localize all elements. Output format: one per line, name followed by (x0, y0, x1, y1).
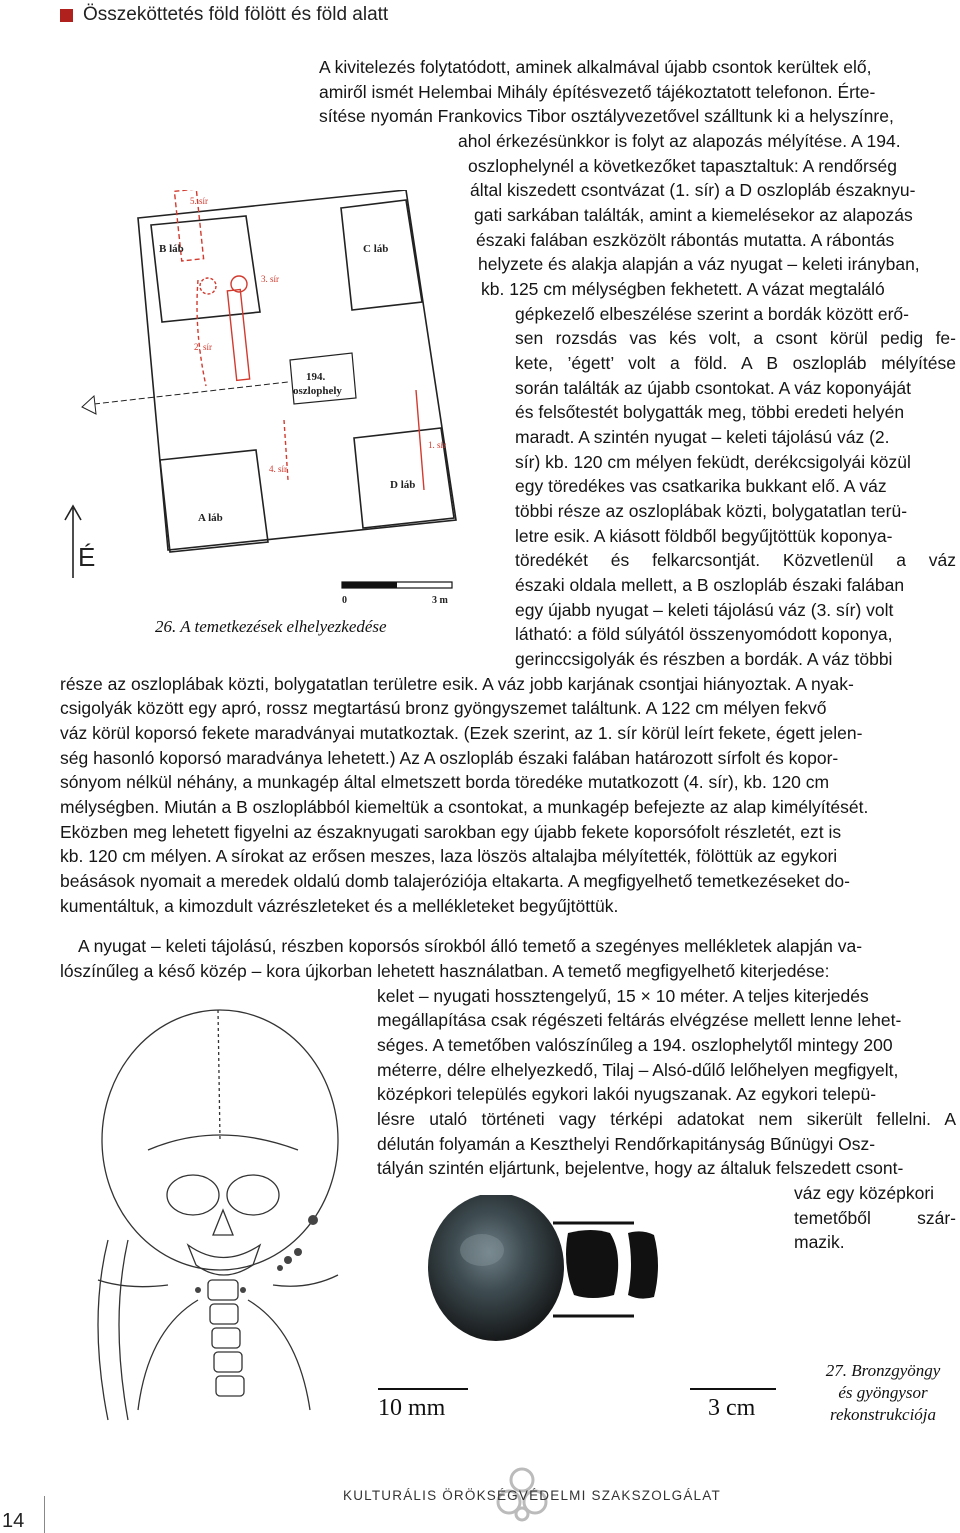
site-plan-figure (56, 190, 476, 620)
text-line: kumentáltuk, a kimozdult vázrészleteket és a mellékleteket begyűjtöttük. (60, 896, 619, 916)
text-line: látható: a föld súlyától összenyomódott koponya, (515, 624, 893, 644)
scale-label-cm: 3 cm (708, 1395, 756, 1421)
text-line: helyzete és alakja alapján a váz nyugat – keleti irányban, (478, 254, 920, 274)
vertebra (212, 1328, 240, 1348)
label-d-lab: D láb (390, 479, 416, 491)
label-b-lab: B láb (159, 243, 184, 255)
text-line: lószínűleg a késő közép – kora újkorban lehetett használatban. A temető megfigyelhető kiterjedése: (60, 961, 830, 981)
running-header (60, 2, 388, 28)
label-grave-2: 2. sír (194, 342, 212, 352)
footer-organization: KULTURÁLIS ÖRÖKSÉGVÉDELMI SZAKSZOLGÁLAT (343, 1488, 721, 1503)
vertebra (216, 1376, 244, 1396)
grave-3-skull (200, 278, 216, 294)
header-marker (60, 9, 73, 22)
caption-line: és gyöngysor (838, 1383, 928, 1402)
text-line: letre esik. A kiásott földből begyűjtöttük koponya- (515, 526, 893, 546)
bead-photo (428, 1195, 564, 1341)
text-line: északi oldala mellett, a B oszlopláb északi falában (515, 575, 905, 595)
text-line: töredékét és felkarcsontját. Közvetlenül a váz (515, 550, 956, 570)
label-post: oszlophely (293, 385, 342, 397)
scale-label-mm: 10 mm (378, 1395, 446, 1421)
label-grave-1: 1. sír (428, 440, 446, 450)
text-line: sír) kb. 120 cm mélyen feküdt, derékcsigolyái közül (515, 452, 911, 472)
text-line: váz egy középkori (794, 1183, 935, 1203)
text-line: maradt. A szintén nyugat – keleti tájolású váz (2. (515, 427, 890, 447)
text-line: része az oszloplábak közti, bolygatatlan területre esik. A váz jobb karjának csontjai hiányoztak. A nyak- (60, 674, 854, 694)
bead-figure (370, 1195, 790, 1425)
text-line: ahol érkezésünkkor is folyt az alapozás mélyítése. A 194. (458, 131, 901, 151)
humerus-left-inner (119, 1240, 128, 1420)
label-c-lab: C láb (363, 243, 389, 255)
figure-26-caption: 26. A temetkezések elhelyezkedése (155, 617, 387, 636)
text-line: gati sarkában találták, amint a kiemelésekor az alapozás (474, 205, 913, 225)
text-line: kb. 120 cm mélyen. A sírokat az erősen meszes, laza löszös altalajba mélyítették, fölöttük az egykori (60, 846, 838, 866)
text-line: oszlophelynél a következőket tapasztaltuk: A rendőrség (468, 156, 898, 176)
skeleton-drawing (48, 990, 368, 1430)
figure-27-caption (808, 1360, 958, 1426)
eye-socket-left (167, 1175, 219, 1215)
label-post-number: 194. (306, 371, 326, 383)
text-line: séges. A temetőben valószínűleg a 194. oszlophelytől mintegy 200 (377, 1035, 893, 1055)
clavicle (98, 1280, 168, 1287)
text-line: és felsőtestét bolygatták meg, többi eredeti helyén (515, 402, 905, 422)
label-grave-4: 4. sír (269, 464, 287, 474)
nasal-cavity (213, 1210, 233, 1235)
text-line: északi falában eszközölt rábontás mutatta. A rábontás (476, 230, 895, 250)
foundation-a (160, 450, 268, 552)
caption-line: 27. Bronzgyöngy (825, 1361, 941, 1380)
text-line: csigolyák között egy apró, rossz megtartású bronz gyöngyszemet találtunk. A 122 cm mélyen fekvő (60, 698, 827, 718)
bead-section-left (566, 1230, 618, 1298)
rib (248, 1300, 310, 1410)
text-line: temetőből szár- (794, 1208, 956, 1228)
grave-1 (416, 390, 424, 490)
label-grave-3: 3. sír (261, 274, 279, 284)
scale-start: 0 (342, 595, 347, 606)
text-line: kb. 125 cm mélységben fekhetett. A vázat megtaláló (481, 279, 885, 299)
text-line: váz körül koporsó fekete maradványai mutatkoztak. (Ezek szerint, az 1. sír körül leírt fekete, égett jelen- (60, 723, 863, 743)
text-line: amiről ismét Helembai Mihály építésvezető tájékoztatott telefonon. Érte- (319, 82, 876, 102)
building-outline (138, 190, 456, 550)
vertebra (214, 1352, 242, 1372)
text-line: kelet – nyugati hossztengelyű, 15 × 10 méter. A teljes kiterjedés (377, 986, 869, 1006)
text-line: ség hasonló koporsó maradványa lehetett.) Az A oszlopláb északi falában határozott sírfolt és kopor- (60, 748, 839, 768)
text-line: tályán szintén eljártunk, bejelentve, hogy az általuk felszedett csont- (377, 1158, 904, 1178)
text-line: méterre, délre elhelyezkedő, Tilaj – Alsó-dűlő lelőhelyen megfigyelt, (377, 1060, 899, 1080)
text-line: beásások nyomait a meredek oldalú domb talajeróziója eltakarta. A megfigyelhető temetkezéseket do- (60, 871, 850, 891)
text-line: középkori település egykori lakói nyugszanak. Az egykori telepü- (377, 1084, 877, 1104)
caption-line: rekonstrukciója (829, 1405, 937, 1424)
skull-brow (148, 1135, 298, 1150)
text-line: sónyom nélkül néhány, a munkagép által elmetszett borda töredéke mutatkozott (4. sír), kb. 120 cm (60, 772, 830, 792)
label-a-lab: A láb (198, 512, 223, 524)
text-line: gépkezelő elbeszélése szerint a bordák között erő- (515, 304, 909, 324)
text-line: egy újabb nyugat – keleti tájolású váz (3. sír) volt (515, 600, 894, 620)
text-line: délután folyamán a Keszthelyi Rendőrkapitányság Bűnügyi Osz- (377, 1134, 876, 1154)
text-line: kete, ’égett’ volt a föld. A B oszlopláb mélyítése (515, 353, 956, 373)
text-line: mazik. (794, 1232, 845, 1252)
page-number: 14 (2, 1510, 25, 1532)
text-line: A nyugat – keleti tájolású, részben koporsós sírokból álló temető a szegényes mellékletek alapján va- (78, 936, 863, 956)
text-line: gerinccsigolyák és részben a bordák. A váz többi (515, 649, 893, 669)
rib (138, 1300, 198, 1410)
foundation-b (151, 216, 260, 322)
text-line: többi része az oszloplábak közti, bolygatatlan terü- (515, 501, 908, 521)
text-line: során találták az újabb csontokat. A váz koponyáját (515, 378, 911, 398)
north-label: É (78, 542, 96, 572)
text-line: sen rozsdás vas kés volt, a csont körül pedig fe- (515, 328, 956, 348)
text-line: mélységben. Miután a B oszloplábból kiemeltük a csontokat, a munkagép befejezte az alap kimélyítését. (60, 797, 869, 817)
vertebra (210, 1304, 238, 1324)
vertebra (208, 1280, 238, 1300)
text-line: egy töredékes vas csatkarika bukkant elő. A váz (515, 476, 887, 496)
scale-bar (342, 582, 452, 588)
clavicle (273, 1275, 338, 1286)
text-line: megállapítása csak régészeti feltárás elvégzése mellett lenne lehet- (377, 1010, 902, 1030)
text-line: Eközben meg lehetett figyelni az északnyugati sarokban egy újabb fekete koporsófolt részletét, ezt is (60, 822, 842, 842)
grave-3 (227, 290, 249, 381)
skull-outline (102, 1010, 338, 1270)
text-line: A kivitelezés folytatódott, aminek alkalmával újabb csontok kerültek elő, (319, 57, 872, 77)
scale-end: 3 m (432, 595, 448, 606)
text-line: lésre utaló történeti vagy térképi adatokat nem sikerült fellelni. A (377, 1109, 956, 1129)
humerus-left (98, 1240, 108, 1420)
grave-2 (197, 280, 206, 386)
header-title: Összeköttetés föld fölött és föld alatt (83, 4, 389, 25)
bead-section-right (628, 1231, 658, 1298)
text-line: által kiszedett csontvázat (1. sír) a D oszlopláb északnyu- (470, 180, 916, 200)
eye-socket-right (227, 1175, 279, 1215)
text-line: sítése nyomán Frankovics Tibor osztályvezetővel szálltunk ki a helyszínre, (319, 106, 894, 126)
label-grave-5: 5. sír (190, 196, 208, 206)
